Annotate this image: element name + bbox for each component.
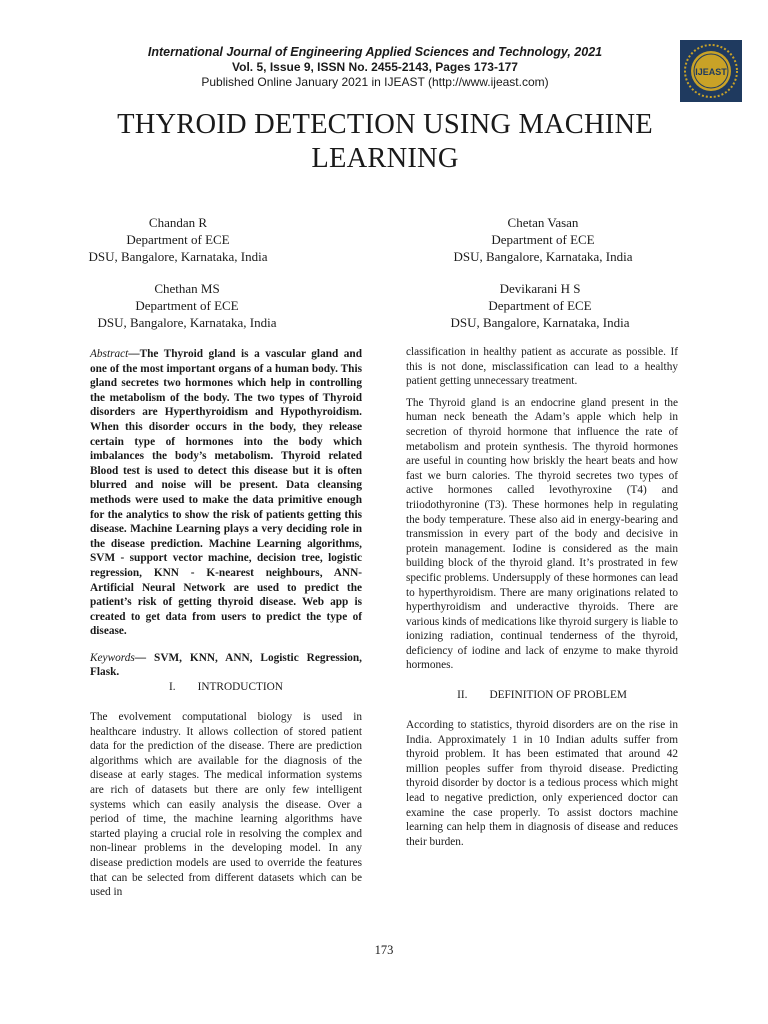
abstract: [90, 347, 362, 639]
abstract-label: Abstract: [90, 348, 129, 360]
logo-text: IJEAST: [695, 67, 727, 77]
author-name: Chetan Vasan: [507, 215, 579, 230]
keywords-text: — SVM, KNN, ANN, Logistic Regression, Flask.: [90, 651, 362, 679]
problem-paragraph: According to statistics, thyroid disorders are on the rise in India. Approximately 1 in 10 Indian adults suffer from thyroid problem. It has been estimated that around 42 million peoples suffer from thyroid disease. Predicting thyroid disorder by doctor is a tedious process which might lead to negative prediction, only experienced doctor can examine the case properly. To assist doctors machine learning can help them in diagnosis of disease and reduces their burden.: [406, 719, 678, 848]
section-heading-problem: [406, 688, 678, 703]
left-column: [90, 347, 362, 900]
author-block-4: [410, 280, 670, 331]
author-affiliation: DSU, Bangalore, Karnataka, India: [97, 315, 277, 330]
author-affiliation: DSU, Bangalore, Karnataka, India: [88, 249, 268, 264]
author-dept: Department of ECE: [488, 298, 592, 313]
journal-name: International Journal of Engineering Applied Sciences and Technology, 2021: [147, 45, 603, 59]
author-name: Chethan MS: [154, 281, 220, 296]
author-name: Devikarani H S: [499, 281, 581, 296]
introduction-paragraph: The evolvement computational biology is used in healthcare industry. It allows collection of stored patient data for the prediction of the disease. There are prediction algorithms which are available for the diagnosis of the disease at early stages. The medical information systems are rich of datasets but there are only few intelligent systems which can easily analysis the disease. Over a period of time, the machine learning algorithms have started playing a crucial role in resolving the complex and non-linear problems in the developing model. In any disease prediction models are used to override the features that can be selected from different datasets which can be used in: [90, 711, 362, 899]
section-heading-introduction: [90, 680, 362, 695]
author-affiliation: DSU, Bangalore, Karnataka, India: [450, 315, 630, 330]
journal-published: Published Online January 2021 in IJEAST (http://www.ijeast.com): [201, 75, 549, 89]
journal-logo: [680, 40, 742, 102]
paper-title: THYROID DETECTION USING MACHINE LEARNING: [117, 109, 653, 174]
introduction-continued: classification in healthy patient as accurate as possible. If this is not done, misclassification can lead to a healthy patient getting unnecessary treatment.: [406, 346, 678, 388]
author-dept: Department of ECE: [491, 232, 595, 247]
section-number: II.: [457, 689, 468, 702]
keywords-label: Keywords: [90, 651, 135, 664]
author-affiliation: DSU, Bangalore, Karnataka, India: [453, 249, 633, 264]
thyroid-paragraph: The Thyroid gland is an endocrine gland present in the human neck beneath the Adam’s apple which help in secretion of thyroid hormone that influence the rate of metabolism and protein synthesis. The thyroid hormones are useful in counting how briskly the heart beats and how fast we burn calories. The thyroid secretes two types of active hormones called levothyroxine (T4) and triiodothyronine (T3). These hormones help in regulating the body temperature. These also aid in energy-bearing and transmission in every part of the body and decisive in protein management. Iodine is considered as the main building block of the thyroid gland. It’s prostrated in few specific problems. Undersupply of these hormones can lead to hyperthyroidism. There are many originations related to hyperthyroidism and underactive thyroids. There are various kinds of medications like thyroid surgery is liable to ionizing radiation, continual tenderness of the thyroid, deficiency of iodine and lack of enzyme to make thyroid hormones.: [406, 396, 678, 672]
author-block-2: [413, 214, 673, 265]
journal-header: [90, 44, 660, 90]
author-dept: Department of ECE: [126, 232, 230, 247]
author-dept: Department of ECE: [135, 298, 239, 313]
keywords: [90, 651, 362, 680]
section-title: DEFINITION OF PROBLEM: [489, 689, 627, 702]
section-number: I.: [169, 681, 176, 694]
author-block-1: [48, 214, 308, 265]
author-block-3: [57, 280, 317, 331]
author-name: Chandan R: [148, 215, 208, 230]
journal-issue: Vol. 5, Issue 9, ISSN No. 2455-2143, Pages 173-177: [232, 60, 518, 74]
abstract-text: —The Thyroid gland is a vascular gland and one of the most important organs of a human body. This gland secretes two hormones which help in controlling the metabolism of the body. The two types of Thyroid disorders are Hyperthyroidism and Hypothyroidism. When this disorder occurs in the body, they release certain type of hormones into the body which imbalances the body’s metabolism. Thyroid related Blood test is used to detect this disease but it is often blurred and noise will be present. Data cleansing methods were used to make the data primitive enough for the analytics to show the risk of patients getting this disease. Machine Learning plays a very deciding role in the disease prediction. Machine Learning algorithms, SVM - support vector machine, decision tree, logistic regression, KNN - K-nearest neighbours, ANN- Artificial Neural Network are used to predict the patient’s risk of getting thyroid disease. Web app is created to get data from users to predict the type of disease.: [90, 348, 362, 638]
page-number: 173: [374, 943, 394, 957]
section-title: INTRODUCTION: [197, 681, 283, 694]
right-column: [406, 345, 678, 849]
